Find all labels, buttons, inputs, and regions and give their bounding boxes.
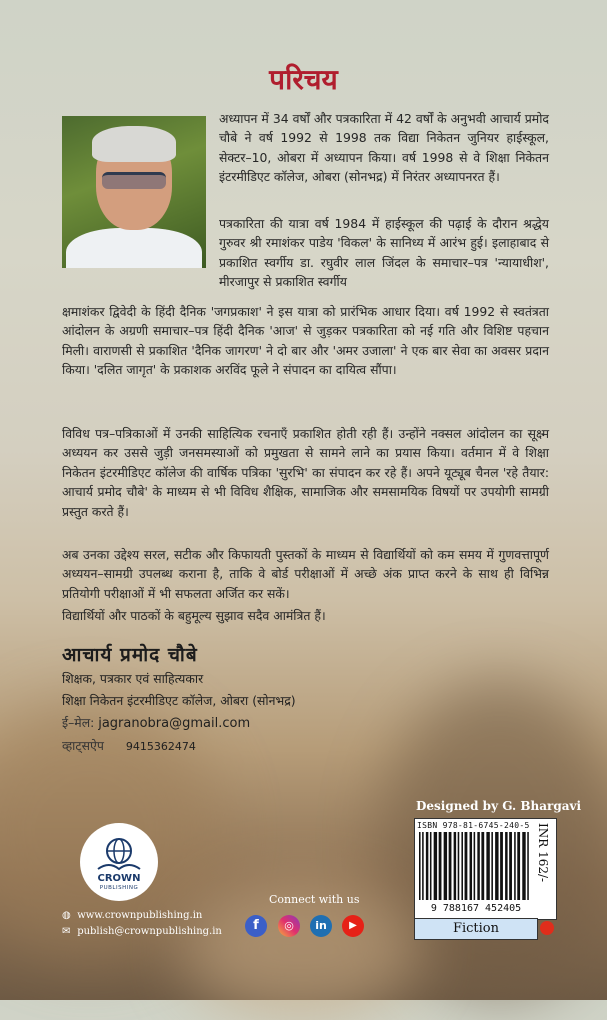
- publisher-website-line: [62, 910, 202, 921]
- author-role: शिक्षक, पत्रकार एवं साहित्यकार: [62, 671, 204, 686]
- barcode-bars: [419, 832, 531, 900]
- mail-icon: ✉: [62, 926, 71, 937]
- journalism-paragraph-bottom: क्षमाशंकर द्विवेदी के हिंदी दैनिक 'जगप्रकाश' ने इस यात्रा को प्रारंभिक आधार दिया। वर्ष 1992 से स्वतंत्रता आंदोलन के अग्रणी समाचार–पत्र हिंदी दैनिक 'आज' से जुड़कर पत्रकारिता को नई गति और विशिष्ट पहचान मिली। वाराणसी से प्रकाशित 'दैनिक जागरण' ने दो बार और 'अमर उजाला' ने एक बार सेवा का अवसर प्रदान किया। 'दलित जागृत' के प्रकाशक अरविंद फूले ने संपादन का दायित्व सौंपा।: [62, 304, 549, 378]
- barcode-number: 9 788167 452405: [430, 903, 522, 914]
- objective-paragraph: अब उनका उद्देश्य सरल, सटीक और किफायती पुस्तकों के माध्यम से विद्यार्थियों को कम समय में गुणवत्तापूर्ण अध्ययन–सामग्री उपलब्ध कराना है, ताकि वे बोर्ड परीक्षाओं में अच्छे अंक प्राप्त करने के साथ ही विभिन्न प्रतियोगी परीक्षाओं में भी सफलता अर्जित कर सकें।: [62, 547, 549, 601]
- author-name: आचार्य प्रमोद चौबे: [62, 644, 198, 666]
- barcode-bar: [481, 832, 484, 900]
- page-title: परिचय: [269, 63, 338, 96]
- journalism-paragraph-top: पत्रकारिता की यात्रा वर्ष 1984 में हाईस्कूल की पढ़ाई के दौरान श्रद्धेय गुरुवर श्री रमाशंकर पाडेय 'विकल' के सानिध्य में आरंभ हुई। इलाहाबाद से प्रकाशित स्वर्गीय डा. रघुवीर लाल जिंदल के समाचार–पत्र 'न्यायाधीश', मीरजापुर से प्रकाशित स्वर्गीय: [219, 216, 549, 290]
- barcode-bar: [527, 832, 529, 900]
- red-dot-icon: [540, 921, 554, 935]
- publisher-website[interactable]: www.crownpublishing.in: [77, 910, 203, 921]
- barcode-bar: [495, 832, 498, 900]
- barcode-bar: [517, 832, 520, 900]
- publisher-email-line: [62, 926, 222, 937]
- barcode-bar: [491, 832, 493, 900]
- barcode-bar: [444, 832, 447, 900]
- intro-paragraph: अध्यापन में 34 वर्षों और पत्रकारिता में 42 वर्षों के अनुभवी आचार्य प्रमोद चौबे ने वर्ष 1992 से 1998 तक विद्या निकेतन जुनियर हाईस्कूल, सेक्टर–10, ओबरा में अध्यापन किया। वर्ष 1998 से वे शिक्षा निकेतन इंटरमीडिएट कॉलेज, ओबरा (सोनभद्र) में निरंतर अध्यापनरत हैं।: [219, 111, 549, 185]
- publisher-logo: [80, 823, 158, 901]
- genre-label: Fiction: [414, 918, 538, 940]
- barcode-bar: [505, 832, 507, 900]
- barcode-bar: [449, 832, 452, 900]
- connect-label: Connect with us: [269, 893, 360, 906]
- price-label: INR 162/-: [536, 823, 550, 883]
- logo-subname: PUBLISHING: [99, 885, 139, 891]
- isbn-text: ISBN 978-81-6745-240-5: [417, 821, 530, 830]
- invitation-paragraph: विद्यार्थियों और पाठकों के बहुमूल्य सुझाव सदैव आमंत्रित हैं।: [62, 608, 326, 623]
- author-email-line: [62, 714, 250, 731]
- barcode-bar: [422, 832, 424, 900]
- author-email[interactable]: jagranobra@gmail.com: [98, 716, 251, 731]
- barcode-bar: [486, 832, 489, 900]
- barcode-bar: [458, 832, 460, 900]
- facebook-icon[interactable]: f: [245, 915, 267, 937]
- barcode-bar: [434, 832, 437, 900]
- barcode-bar: [500, 832, 503, 900]
- barcode-bar: [509, 832, 512, 900]
- logo-name: CROWN: [97, 873, 141, 884]
- literary-work-paragraph: विविध पत्र–पत्रिकाओं में उनकी साहित्यिक रचनाएँ प्रकाशित होती रही हैं। उन्होंने नक्सल आंदोलन का सूक्ष्म अध्ययन कर उससे जुड़ी जनसमस्याओं को प्रमुखता से सामने लाने का प्रयास किया। वर्तमान में वे शिक्षा निकेतन इंटरमीडिएट कॉलेज की वार्षिक पत्रिका 'सुरभि' का संपादन कर रहे हैं। अपने यूट्यूब चैनल 'रहे तैयार: आचार्य प्रमोद चौबे' के माध्यम से भी विविध शैक्षिक, सामाजिक और समसामयिक विषयों पर उपयोगी सामग्री प्रस्तुत करते हैं।: [62, 426, 549, 519]
- author-institution: शिक्षा निकेतन इंटरमीडिएट कॉलेज, ओबरा (सोनभद्र): [62, 693, 296, 708]
- barcode-bar: [514, 832, 516, 900]
- price-box: [536, 818, 557, 920]
- globe-icon: ◍: [62, 910, 71, 921]
- author-whatsapp-line: [62, 737, 196, 754]
- publisher-email[interactable]: publish@crownpublishing.in: [77, 926, 222, 937]
- barcode-bar: [522, 832, 525, 900]
- barcode-bar: [454, 832, 456, 900]
- author-whatsapp: 9415362474: [125, 740, 196, 753]
- designer-credit: Designed by G. Bhargavi: [416, 799, 582, 813]
- barcode-bar: [461, 832, 463, 900]
- barcode-bar: [419, 832, 421, 900]
- instagram-icon[interactable]: ◎: [278, 915, 300, 937]
- barcode-bar: [470, 832, 472, 900]
- barcode-bar: [465, 832, 468, 900]
- barcode-bar: [426, 832, 428, 900]
- whatsapp-label: व्हाट्सऐप: [62, 738, 104, 753]
- linkedin-icon[interactable]: in: [310, 915, 332, 937]
- email-label: ई–मेल:: [62, 715, 95, 730]
- barcode-bar: [474, 832, 476, 900]
- barcode-bar: [439, 832, 442, 900]
- author-photo: [62, 116, 206, 268]
- barcode-bar: [430, 832, 432, 900]
- youtube-icon[interactable]: ▶: [342, 915, 364, 937]
- barcode: [414, 818, 538, 920]
- barcode-bar: [477, 832, 479, 900]
